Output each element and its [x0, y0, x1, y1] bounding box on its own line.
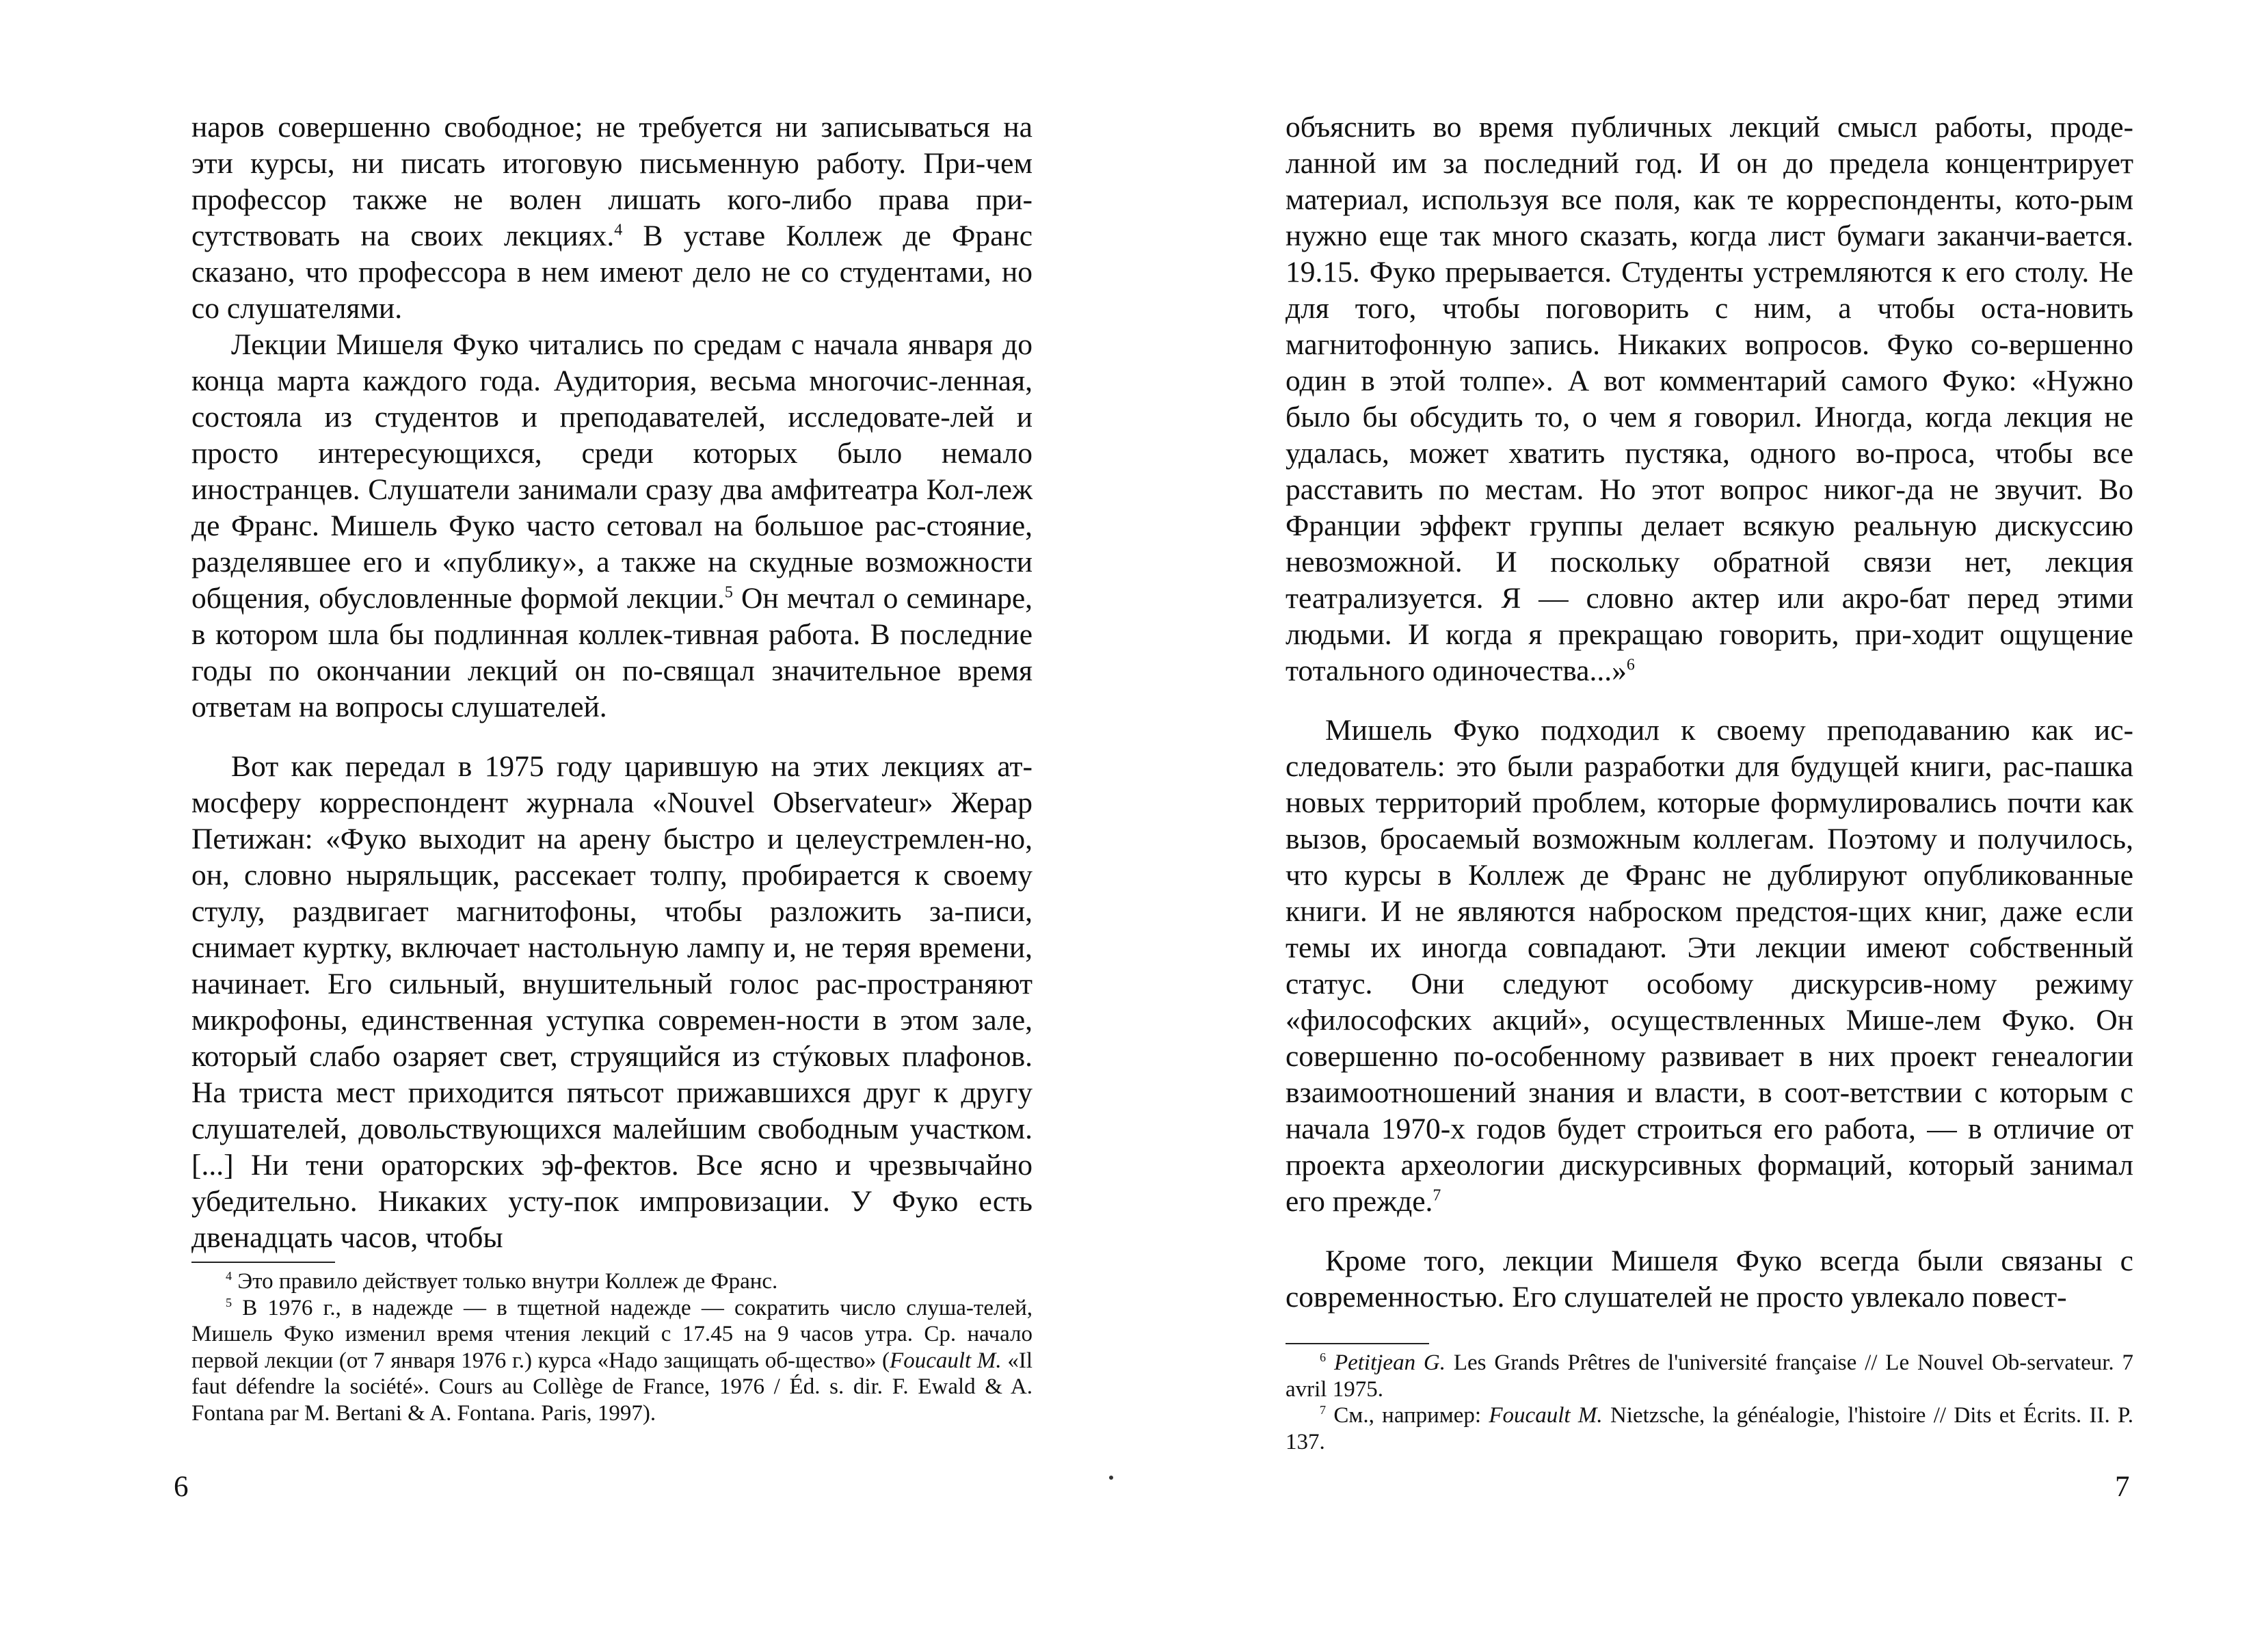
- footnote-text: Nietzsche, la généalogie, l'histoire // Dits et Écrits. II. P. 137.: [1286, 1403, 2134, 1454]
- paragraph-text: Лекции Мишеля Фуко читались по средам с начала января до конца марта каждого года. Аудитория, весьма многочис-ленная, состояла из студентов и преподавателей, исследовате-лей и просто интересующихся, среди которых было немало иностранцев. Слушатели занимали сразу два амфитеатра Кол-леж де Франс. Мишель Фуко часто сетовал на большое рас-стояние, разделявшее его и «публику», а также на скудные возможности общения, обусловленные формой лекции.: [191, 328, 1033, 615]
- paragraph-text: наров совершенно свободное; не требуется ни записываться на эти курсы, ни писать итоговую письменную работу. При-чем профессор также не волен лишать кого-либо права при-сутствовать на своих лекциях.: [191, 111, 1033, 252]
- right-page: [1286, 109, 2133, 1455]
- footnote-rule: [1286, 1343, 1429, 1344]
- footnote: [191, 1295, 1033, 1427]
- paragraph-text: Кроме того, лекции Мишеля Фуко всегда были связаны с современностью. Его слушателей не просто увлекало повест-: [1286, 1244, 2133, 1314]
- footnote-author: Foucault M.: [1489, 1403, 1603, 1428]
- page-number-left: 6: [174, 1471, 189, 1503]
- footnote: [1286, 1350, 2133, 1402]
- paragraph-text: объяснить во время публичных лекций смысл работы, проде-ланной им за последний год. И он до предела концентрирует материал, используя все поля, как те корреспонденты, кото-рым нужно еще так много сказать, когда лист бумаги заканчи-вается. 19.15. Фуко прерывается. Студенты устремляются к его столу. Не для того, чтобы поговорить с ним, а чтобы оста-новить магнитофонную запись. Никаких вопросов. Фуко со-вершенно один в этой толпе». А вот комментарий самого Фуко: «Нужно было бы обсудить то, о чем я говорил. Иногда, когда лекция не удалась, может хватить пустяка, одного во-проса, чтобы все расставить по местам. Но этот вопрос никог-да не звучит. Во Франции эффект группы делает всякую реальную дискуссию невозможной. И поскольку обратной связи нет, лекция театрализуется. Я — словно актер или акро-бат перед этими людьми. И когда я прекращаю говорить, при-ходит ощущение тотального одиночества...»: [1286, 111, 2133, 687]
- footnote-text: См., например:: [1333, 1403, 1489, 1428]
- footnote-ref: 6: [1626, 656, 1635, 674]
- paragraph: [1286, 109, 2133, 689]
- right-body-text: [1286, 109, 2133, 1316]
- footnote-text: «Il faut défendre la société». Cours au Collège de France, 1976 / Éd. s. dir. F. Ewald & A. Fontana par M. Bertani & A. Fontana. Paris, 1997).: [191, 1348, 1033, 1426]
- footnote-ref: 5: [724, 583, 733, 602]
- gutter-mark: [1109, 1476, 1113, 1480]
- paragraph: [191, 109, 1033, 327]
- paragraph: [191, 327, 1033, 725]
- page-number-right: 7: [2115, 1471, 2130, 1503]
- footnote-author: Foucault M.: [890, 1348, 1002, 1373]
- paragraph-text: В уставе Коллеж де Франс сказано, что профессора в нем имеют дело не со студентами, но со слушателями.: [191, 219, 1033, 325]
- footnote: [191, 1268, 1033, 1295]
- footnote-text: Les Grands Prêtres de l'université française // Le Nouvel Ob-servateur. 7 avril 1975.: [1286, 1350, 2133, 1402]
- footnote-number: 6: [1320, 1350, 1327, 1364]
- footnote-ref: 4: [614, 221, 623, 239]
- paragraph: [1286, 712, 2133, 1220]
- footnote-number: 5: [226, 1295, 232, 1309]
- footnote-number: 7: [1320, 1403, 1327, 1417]
- footnote-author: Petitjean G.: [1333, 1350, 1446, 1375]
- paragraph-text: Вот как передал в 1975 году царившую на этих лекциях ат-мосферу корреспондент журнала «Nouvel Observateur» Жерар Петижан: «Фуко выходит на арену быстро и целеустремлен-но, он, словно ныряльщик, рассекает толпу, пробирается к своему стулу, раздвигает магнитофоны, чтобы разложить за-писи, снимает куртку, включает настольную лампу и, не теряя времени, начинает. Его сильный, внушительный голос рас-пространяют микрофоны, единственная уступка современ-ности в этом зале, который слабо озаряет свет, струящийся из стýковых плафонов. На триста мест приходится пятьсот прижавшихся друг к другу слушателей, довольствующихся малейшим свободным участком. [...] Ни тени ораторских эф-фектов. Все ясно и чрезвычайно убедительно. Никаких усту-пок импровизации. У Фуко есть двенадцать часов, чтобы: [191, 750, 1033, 1254]
- right-footnotes: [1286, 1350, 2133, 1455]
- paragraph-text: Он мечтал о семинаре, в котором шла бы подлинная коллек-тивная работа. В последние годы по окончании лекций он по-свящал значительное время ответам на вопросы слушателей.: [191, 582, 1033, 723]
- footnote-number: 4: [226, 1269, 232, 1283]
- footnote-text: Это правило действует только внутри Коллеж де Франс.: [237, 1269, 778, 1294]
- footnote-rule: [191, 1262, 335, 1263]
- footnote-text: В 1976 г., в надежде — в тщетной надежде — сократить число слуша-телей, Мишель Фуко изменил время чтения лекций с 17.45 на 9 часов утра. Ср. начало первой лекции (от 7 января 1976 г.) курса «Надо защищать об-щество» (: [191, 1295, 1033, 1373]
- paragraph-text: Мишель Фуко подходил к своему преподаванию как ис-следователь: это были разработки для будущей книги, рас-пашка новых территорий проблем, которые формулировались почти как вызов, бросаемый возможным коллегам. Поэтому и получилось, что курсы в Коллеж де Франс не дублируют опубликованные книги. И не являются наброском предстоя-щих книг, даже если темы их иногда совпадают. Эти лекции имеют собственный статус. Они следуют особому дискурсив-ному режиму «философских акций», осуществленных Мише-лем Фуко. Он совершенно по-особенному развивает в них проект генеалогии взаимоотношений знания и власти, в соот-ветствии с которым с начала 1970-х годов будет строиться его работа, — в отличие от проекта археологии дискурсивных формаций, который занимал его прежде.: [1286, 714, 2133, 1218]
- footnote-ref: 7: [1433, 1186, 1441, 1205]
- left-footnotes: [191, 1268, 1033, 1426]
- left-page: [191, 109, 1033, 1426]
- paragraph: [191, 749, 1033, 1256]
- footnote: [1286, 1402, 2133, 1455]
- paragraph: [1286, 1243, 2133, 1316]
- left-body-text: [191, 109, 1033, 1256]
